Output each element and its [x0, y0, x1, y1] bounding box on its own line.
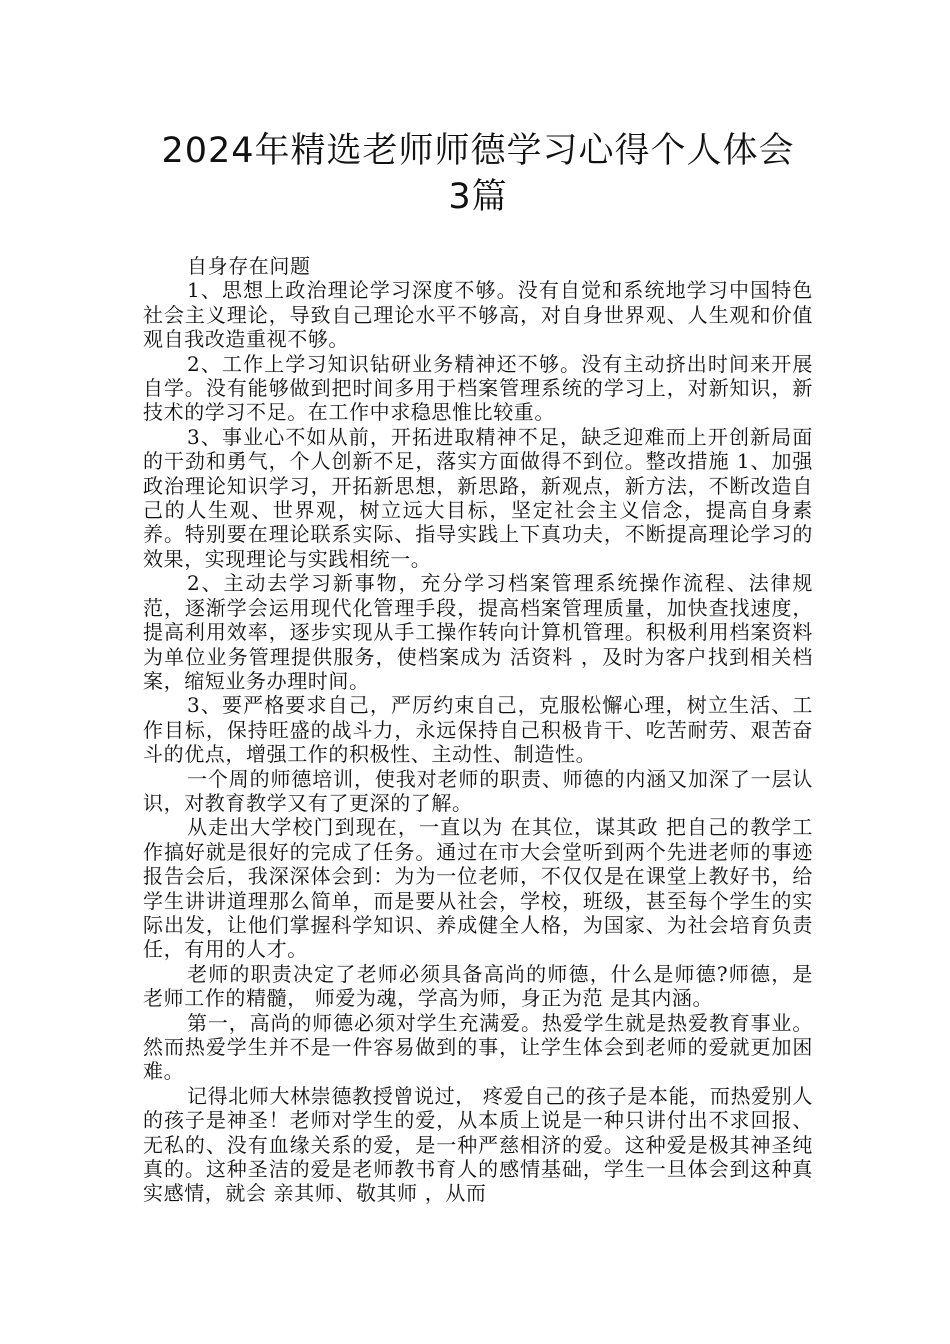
- paragraph-3: 2、工作上学习知识钻研业务精神还不够。没有主动挤出时间来开展自学。没有能够做到把时间多用于档案管理系统的学习上，对新知识，新技术的学习不足。在工作中求稳思惟比较重。: [143, 351, 813, 425]
- paragraph-7: 一个周的师德培训，使我对老师的职责、师德的内涵又加深了一层认识，对教育教学又有了更深的了解。: [143, 766, 813, 815]
- paragraph-8: 从走出大学校门到现在，一直以为 在其位，谋其政 把自己的教学工作搞好就是很好的完成了任务。通过在市大会堂听到两个先进老师的事迹报告会后，我深深体会到：为为一位老师，不仅仅是在课堂上教好书，给学生讲讲道理那么简单，而是要从社会，学校，班级，甚至每个学生的实际出发，让他们掌握科学知识、养成健全人格，为国家、为社会培育负责任，有用的人才。: [143, 815, 813, 962]
- title-line-1: 2024年精选老师师德学习心得个人体会: [161, 131, 795, 171]
- paragraph-9: 老师的职责决定了老师必须具备高尚的师德，什么是师德?师德，是老师工作的精髓， 师爱为魂，学高为师，身正为范 是其内涵。: [143, 961, 813, 1011]
- paragraph-1: 自身存在问题: [187, 254, 311, 278]
- paragraph-5: 2、主动去学习新事物，充分学习档案管理系统操作流程、法律规范，逐渐学会运用现代化管理手段，提高档案管理质量，加快查找速度，提高利用效率，逐步实现从手工操作转向计算机管理。积极利用档案资料为单位业务管理提供服务，使档案成为 活资料 ，及时为客户找到相关档案，缩短业务办理时间。: [143, 571, 813, 693]
- paragraph-6: 3、要严格要求自己，严厉约束自己，克服松懈心理，树立生活、工作目标，保持旺盛的战斗力，永远保持自己积极肯干、吃苦耐劳、艰苦奋斗的优点，增强工作的积极性、主动性、制造性。: [143, 693, 813, 767]
- title-line-2: 3篇: [448, 177, 508, 217]
- paragraph-2: 1、思想上政治理论学习深度不够。没有自觉和系统地学习中国特色社会主义理论，导致自己理论水平不够高，对自身世界观、人生观和价值观自我改造重视不够。: [143, 278, 813, 352]
- paragraph-11: 记得北师大林崇德教授曾说过， 疼爱自己的孩子是本能，而热爱别人的孩子是神圣！老师对学生的爱，从本质上说是一种只讲付出不求回报、无私的、没有血缘关系的爱，是一种严慈相济的爱。这种爱是极其神圣纯真的。这种圣洁的爱是老师教书育人的感情基础，学生一旦体会到这种真实感情，就会 亲其师、敬其师 ，从而: [143, 1083, 813, 1206]
- document-body: [143, 254, 813, 1206]
- paragraph-4: 3、事业心不如从前，开拓进取精神不足，缺乏迎难而上开创新局面的干劲和勇气，个人创新不足，落实方面做得不到位。整改措施 1、加强政治理论知识学习，开拓新思想，新思路，新观点，新方法，不断改造自己的人生观、世界观，树立远大目标，坚定社会主义信念，提高自身素养。特别要在理论联系实际、指导实践上下真功夫，不断提高理论学习的效果，实现理论与实践相统一。: [143, 424, 813, 571]
- document-title: [143, 128, 813, 220]
- paragraph-10: 第一，高尚的师德必须对学生充满爱。热爱学生就是热爱教育事业。然而热爱学生并不是一件容易做到的事，让学生体会到老师的爱就更加困难。: [143, 1010, 813, 1084]
